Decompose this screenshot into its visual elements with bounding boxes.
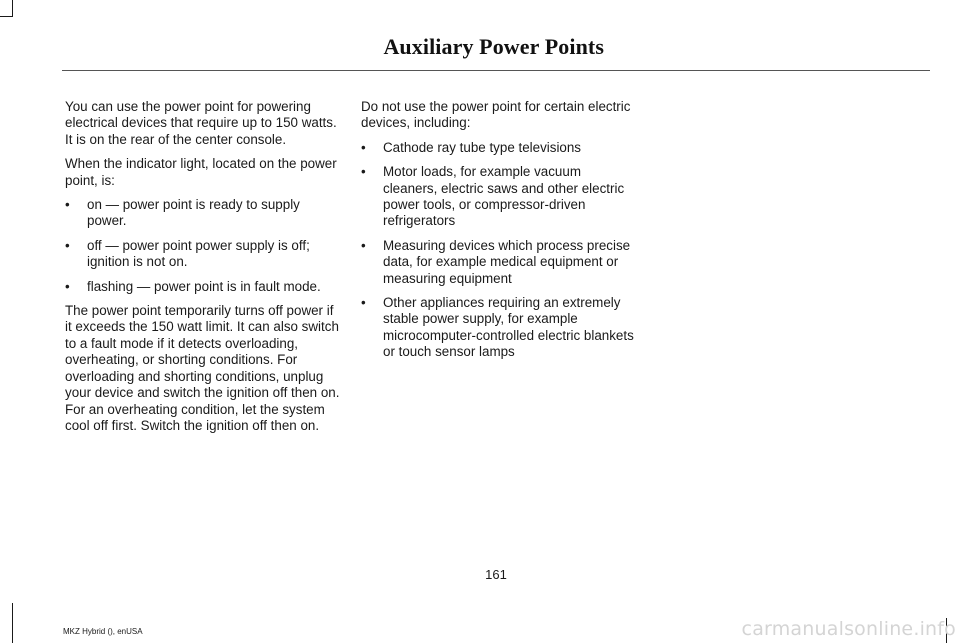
crop-mark-bottom-left-vertical: [12, 603, 13, 643]
left-column: [65, 99, 341, 442]
restrictions-paragraph: Do not use the power point for certain electric devices, including:: [361, 99, 631, 131]
right-column: [361, 99, 637, 369]
list-item: [65, 197, 341, 230]
bullet-icon: •: [361, 139, 366, 155]
indicator-state-list: [65, 197, 341, 295]
crop-mark-top-left-vertical: [12, 0, 13, 17]
list-item-text: Motor loads, for example vacuum cleaners, electric saws and other electric power tools, or compressor-driven refrigerators: [383, 164, 625, 229]
page-number: 161: [485, 567, 507, 582]
bullet-icon: •: [65, 197, 70, 213]
bullet-icon: •: [65, 237, 70, 253]
bullet-icon: •: [361, 164, 366, 180]
list-item: [361, 140, 637, 156]
list-item-text: off — power point power supply is off; ignition is not on.: [87, 237, 310, 270]
list-item: [361, 295, 637, 361]
list-item: [361, 238, 637, 287]
bullet-icon: •: [65, 278, 70, 294]
indicator-paragraph: When the indicator light, located on the power point, is:: [65, 156, 337, 188]
list-item: [65, 279, 341, 295]
list-item-text: on — power point is ready to supply power.: [87, 197, 300, 229]
footer-model-label: MKZ Hybrid (), enUSA: [63, 627, 143, 636]
list-item: [361, 164, 637, 230]
list-item-text: flashing — power point is in fault mode.: [87, 278, 321, 294]
watermark-link[interactable]: carmanualsonline.info: [741, 618, 956, 640]
bullet-icon: •: [361, 237, 366, 253]
crop-mark-top-left-horizontal: [0, 16, 13, 17]
intro-paragraph: You can use the power point for powering electrical devices that require up to 150 watts. It is on the rear of the center console.: [65, 99, 337, 147]
page-title: Auxiliary Power Points: [383, 34, 604, 59]
fault-mode-paragraph: The power point temporarily turns off power if it exceeds the 150 watt limit. It can also switch to a fault mode if it detects overloading, overheating, or shorting conditions. For overloading and shorting conditions, unplug your device and switch the ignition off then on. For an overheating condition, let the system cool off first. Switch the ignition off then on.: [65, 303, 340, 433]
header-divider: [62, 70, 930, 71]
list-item-text: Cathode ray tube type televisions: [383, 139, 582, 155]
restricted-devices-list: [361, 140, 637, 361]
list-item-text: Other appliances requiring an extremely stable power supply, for example microcomputer-controlled electric blankets or touch sensor lamps: [383, 295, 634, 360]
bullet-icon: •: [361, 295, 366, 311]
list-item: [65, 238, 341, 271]
list-item-text: Measuring devices which process precise data, for example medical equipment or measuring equipment: [383, 237, 631, 286]
